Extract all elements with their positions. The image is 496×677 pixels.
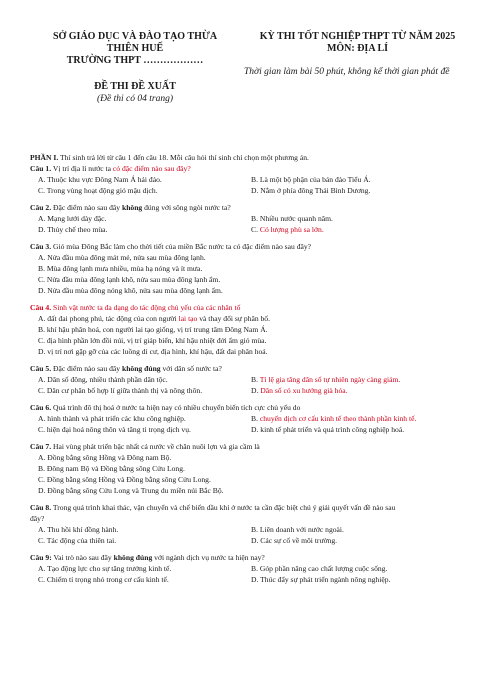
question-1: Câu 1. Vị trí địa lí nước ta có đặc điểm nào sau đây? bbox=[30, 164, 191, 173]
q6-option-b: B. chuyển dịch cơ cấu kinh tế theo thành phần kinh tế. bbox=[251, 414, 417, 423]
q2-option-c: C. Có lượng phù sa lớn. bbox=[251, 225, 324, 234]
school-header-line-3: TRƯỜNG THPT ……………… bbox=[66, 55, 204, 66]
school-header-line-1: SỞ GIÁO DỤC VÀ ĐÀO TẠO THỪA bbox=[52, 31, 218, 42]
q1-option-d: D. Nằm ở phía đông Thái Bình Dương. bbox=[251, 186, 371, 195]
q5-option-a: A. Dân số đông, nhiều thành phần dân tộc. bbox=[38, 375, 168, 384]
q1-option-b: B. Là một bộ phận của bán đảo Tiểu Á. bbox=[251, 175, 371, 184]
question-8-cont: đây? bbox=[30, 514, 45, 523]
q8-option-a: A. Thu hồi khí đồng hành. bbox=[38, 525, 119, 534]
q3-option-b: B. Mùa đông lạnh mưa nhiều, mùa hạ nóng và ít mưa. bbox=[38, 264, 203, 273]
q9-option-b: B. Góp phần nâng cao chất lượng cuộc sống. bbox=[251, 564, 388, 573]
pages-note: (Đề thi có 04 trang) bbox=[97, 94, 173, 104]
question-3: Câu 3. Gió mùa Đông Bắc làm cho thời tiết của miền Bắc nước ta có đặc điểm nào sau đây? bbox=[30, 242, 312, 251]
q3-option-d: D. Nửa đầu mùa đông nóng khô, nửa sau mùa đông lạnh ẩm. bbox=[38, 286, 223, 295]
q1-option-c: C. Trong vùng hoạt động gió mậu dịch. bbox=[38, 186, 158, 195]
q4-option-d: D. vị trí nơi gặp gỡ của các luồng di cư, địa hình, khí hậu, đất đai phân hoá. bbox=[38, 347, 268, 356]
q4-option-b: B. khí hậu phân hoá, con người lai tạo giống, vị trí trung tâm Đông Nam Á. bbox=[38, 325, 268, 334]
q5-option-c: C. Dân cư phân bố hợp lí giữa thành thị và nông thôn. bbox=[38, 386, 203, 395]
question-8: Câu 8. Trong quá trình khai thác, vận chuyển và chế biến dầu khí ở nước ta cần đặc biệt chú ý giải quyết vấn đề nào sau bbox=[30, 503, 396, 512]
q5-option-d: D. Dân số có xu hướng già hóa. bbox=[251, 386, 348, 395]
q2-option-b: B. Nhiều nước quanh năm. bbox=[251, 214, 333, 223]
q7-option-a: A. Đồng bằng sông Hồng và Đông nam Bộ. bbox=[38, 453, 172, 462]
q3-option-c: C. Nửa đầu mùa đông lạnh khô, nửa sau mùa đông lạnh ẩm. bbox=[38, 275, 221, 284]
q8-option-d: D. Các sự cố về môi trường. bbox=[251, 536, 338, 545]
q6-option-a: A. hình thành và phát triển các khu công nghiệp. bbox=[38, 414, 186, 423]
exam-header-line-2: MÔN: ĐỊA LÍ bbox=[326, 43, 389, 54]
q7-option-d: D. Đồng bằng sông Cửu Long và Trung du miền núi Bắc Bộ. bbox=[38, 486, 224, 495]
q8-option-c: C. Tác động của thiên tai. bbox=[38, 536, 117, 545]
question-7: Câu 7. Hai vùng phát triển bậc nhất cả nước về chăn nuôi lợn và gia cầm là bbox=[30, 442, 260, 451]
time-note: Thời gian làm bài 50 phút, không kể thời gian phát đề bbox=[244, 67, 450, 77]
part-instruction: PHẦN I. Thí sinh trả lời từ câu 1 đến câu 18. Mỗi câu hỏi thí sinh chỉ chọn một phương án. bbox=[30, 153, 309, 162]
q2-option-a: A. Mạng lưới dày đặc. bbox=[38, 214, 107, 223]
q8-option-b: B. Liên doanh với nước ngoài. bbox=[251, 525, 344, 534]
exam-header bbox=[250, 31, 465, 55]
q5-option-b: B. Tỉ lệ gia tăng dân số tự nhiên ngày càng giảm. bbox=[251, 375, 401, 384]
q9-option-a: A. Tạo động lực cho sự tăng trưởng kinh tế. bbox=[38, 564, 172, 573]
q4-option-c: C. địa hình phần lớn đồi núi, vị trí giáp biển, khí hậu nhiệt đới ẩm gió mùa. bbox=[38, 336, 267, 345]
q3-option-a: A. Nửa đầu mùa đông mát mẻ, nửa sau mùa đông lạnh. bbox=[38, 253, 206, 262]
q4-option-a: A. đất đai phong phú, tác động của con người lai tạo và thay đổi sự phân bố. bbox=[38, 314, 271, 323]
exam-title: ĐỀ THI ĐỀ XUẤT bbox=[94, 81, 176, 92]
q6-option-c: C. hiện đại hoá nông thôn và tăng tỉ trọng dịch vụ. bbox=[38, 425, 191, 434]
question-6: Câu 6. Quá trình đô thị hoá ở nước ta hiện nay có nhiều chuyển biến tích cực chủ yếu do bbox=[30, 403, 301, 412]
q7-option-b: B. Đông nam Bộ và Đồng bằng sông Cửu Long. bbox=[38, 464, 185, 473]
q6-option-d: D. kinh tế phát triển và quá trình công nghiệp hoá. bbox=[251, 425, 405, 434]
question-4: Câu 4. Sinh vật nước ta đa dạng do tác động chủ yếu của các nhân tố bbox=[30, 303, 241, 312]
question-2: Câu 2. Đặc điểm nào sau đây không đúng với sông ngòi nước ta? bbox=[30, 203, 231, 212]
q9-option-c: C. Chiếm tỉ trọng nhỏ trong cơ cấu kinh tế. bbox=[38, 575, 169, 584]
exam-header-line-1: KỲ THI TỐT NGHIỆP THPT TỪ NĂM 2025 bbox=[259, 31, 456, 42]
q9-option-d: D. Thúc đẩy sự phát triển ngành nông nghiệp. bbox=[251, 575, 391, 584]
school-header bbox=[30, 31, 240, 67]
school-header-line-2: THIÊN HUẾ bbox=[106, 43, 164, 54]
exam-body bbox=[30, 152, 470, 585]
q7-option-c: C. Đồng bằng sông Hồng và Đồng bằng sông Cửu Long. bbox=[38, 475, 211, 484]
question-5: Câu 5. Đặc điểm nào sau đây không đúng với dân số nước ta? bbox=[30, 364, 222, 373]
question-9: Câu 9: Vai trò nào sau đây không đúng với ngành dịch vụ nước ta hiện nay? bbox=[30, 553, 265, 562]
q2-option-d: D. Thủy chế theo mùa. bbox=[38, 225, 108, 234]
q1-option-a: A. Thuộc khu vực Đông Nam Á hải đảo. bbox=[38, 175, 162, 184]
